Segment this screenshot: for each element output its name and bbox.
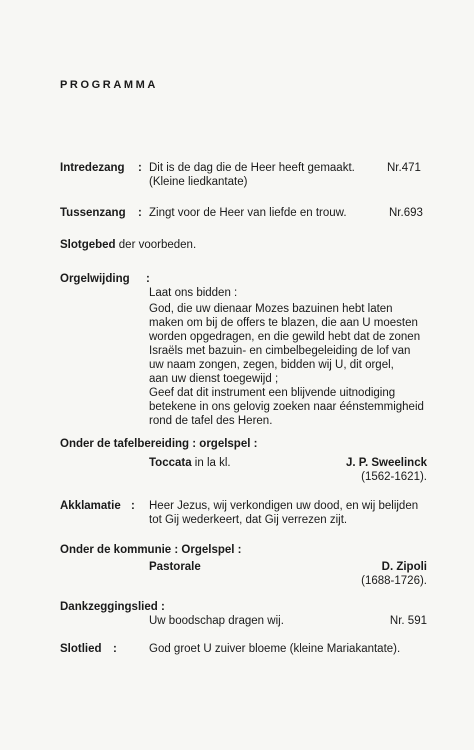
intredezang-text: Dit is de dag die de Heer heeft gemaakt. xyxy=(149,162,355,174)
tafelbereiding-piece: Toccata xyxy=(149,457,192,469)
tafelbereiding-label: Onder de tafelbereiding : orgelspel : xyxy=(60,438,258,450)
slotlied-label: Slotlied xyxy=(60,643,102,655)
tafelbereiding-years: (1562-1621). xyxy=(361,471,427,483)
intredezang-sub: (Kleine liedkantate) xyxy=(149,176,248,188)
orgelwijding-sep: : xyxy=(146,273,150,285)
tafelbereiding-piece-rest: in la kl. xyxy=(191,457,231,469)
tafelbereiding-piece-line xyxy=(149,456,231,470)
tussenzang-nr: Nr.693 xyxy=(389,207,423,219)
kommunie-composer: D. Zipoli xyxy=(381,561,427,573)
intredezang-sep: : xyxy=(138,162,142,174)
page-title: PROGRAMMA xyxy=(60,79,158,91)
kommunie-piece: Pastorale xyxy=(149,561,201,573)
tafelbereiding-composer: J. P. Sweelinck xyxy=(346,457,427,469)
dankzeggingslied-text: Uw boodschap dragen wij. xyxy=(149,615,284,627)
kommunie-label: Onder de kommunie : Orgelspel : xyxy=(60,544,242,556)
orgelwijding-prayer-line: betekene in ons gelovig zoeken naar éénstemmigheid xyxy=(149,401,424,413)
orgelwijding-prayer-line: uw naam zongen, zegen, bidden wij U, dit orgel, xyxy=(149,359,394,371)
orgelwijding-prayer-line: maken om bij de offers te blazen, die aan U moesten xyxy=(149,317,418,329)
dankzeggingslied-nr: Nr. 591 xyxy=(389,615,427,627)
orgelwijding-prayer-line: rond de tafel des Heren. xyxy=(149,415,273,427)
orgelwijding-prayer-line: God, die uw dienaar Mozes bazuinen hebt laten xyxy=(149,303,393,315)
kommunie-years: (1688-1726). xyxy=(361,575,427,587)
tussenzang-label: Tussenzang xyxy=(60,207,126,219)
orgelwijding-intro: Laat ons bidden : xyxy=(149,287,238,299)
slotgebed-label: Slotgebed xyxy=(60,239,116,251)
tussenzang-text: Zingt voor de Heer van liefde en trouw. xyxy=(149,207,347,219)
akklamatie-label: Akklamatie xyxy=(60,500,121,512)
slotgebed-line xyxy=(60,238,196,252)
orgelwijding-label: Orgelwijding xyxy=(60,273,130,285)
slotlied-text: God groet U zuiver bloeme (kleine Mariakantate). xyxy=(149,643,401,655)
intredezang-nr: Nr.471 xyxy=(387,162,421,174)
slotlied-sep: : xyxy=(113,643,117,655)
orgelwijding-prayer-line: Israëls met bazuin- en cimbelbegeleiding de lof van xyxy=(149,345,411,357)
akklamatie-sep: : xyxy=(131,500,135,512)
akklamatie-line: Heer Jezus, wij verkondigen uw dood, en wij belijden xyxy=(149,500,419,512)
intredezang-label: Intredezang xyxy=(60,162,125,174)
slotgebed-rest: der voorbeden. xyxy=(115,239,197,251)
orgelwijding-prayer-line: Geef dat dit instrument een blijvende uitnodiging xyxy=(149,387,396,399)
tussenzang-sep: : xyxy=(138,207,142,219)
orgelwijding-prayer-line: worden opgedragen, en die gewild hebt dat de zonen xyxy=(149,331,421,343)
orgelwijding-prayer-line: aan uw dienst toegewijd ; xyxy=(149,373,279,385)
akklamatie-line: tot Gij wederkeert, dat Gij verrezen zijt. xyxy=(149,514,348,526)
dankzeggingslied-label: Dankzeggingslied : xyxy=(60,601,165,613)
